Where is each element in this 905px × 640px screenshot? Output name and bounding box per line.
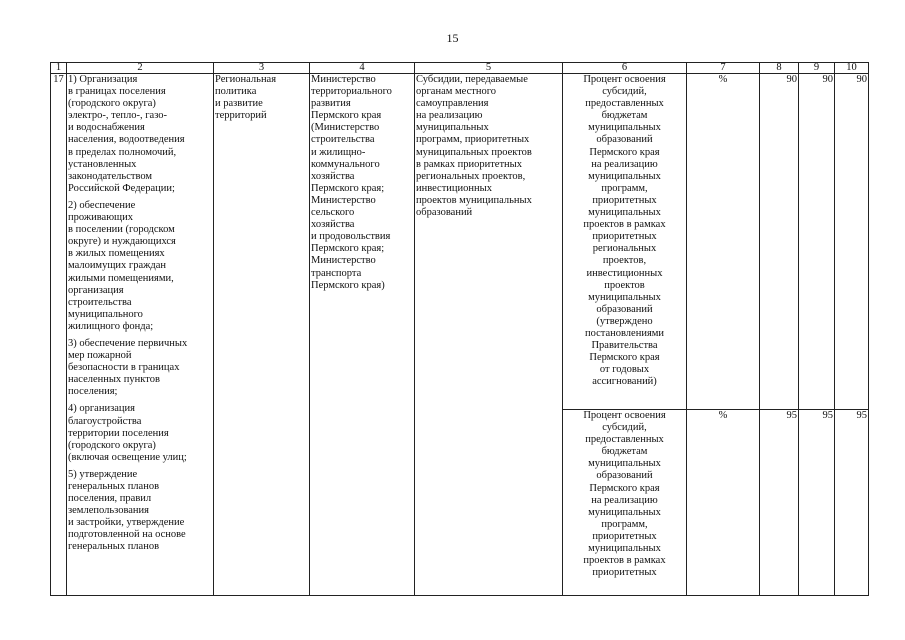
text-line: образований xyxy=(596,470,653,482)
text-line: 4) организация xyxy=(68,403,135,415)
text-line: (городского округа) xyxy=(68,439,156,451)
column-header: 5 xyxy=(415,63,563,74)
text-line: ассигнований) xyxy=(592,376,657,388)
ministry-text xyxy=(311,74,413,292)
text-line: строительства xyxy=(311,134,375,146)
column-header: 2 xyxy=(67,63,214,74)
text-line: образований xyxy=(596,134,653,146)
indicator-cell xyxy=(563,410,687,596)
program-text xyxy=(215,74,308,122)
text-line: в границах поселения xyxy=(68,86,166,98)
text-line: населенных пунктов xyxy=(68,374,160,386)
text-line: региональных проектов, xyxy=(416,170,526,182)
text-line: проектов в рамках xyxy=(583,219,666,231)
competence-paragraph xyxy=(68,469,212,554)
column-header: 4 xyxy=(310,63,415,74)
text-line: предоставленных xyxy=(585,98,664,110)
text-line: населения, водоотведения xyxy=(68,134,185,146)
text-line: муниципального xyxy=(68,308,143,320)
text-line: бюджетам xyxy=(601,446,648,458)
text-line: поселения, правил xyxy=(68,493,152,505)
text-line: на реализацию xyxy=(591,494,658,506)
text-line: и развитие xyxy=(215,98,263,110)
text-line: 2) обеспечение xyxy=(68,199,136,211)
text-line: строительства xyxy=(68,296,132,308)
text-line: территориального xyxy=(311,86,392,98)
text-line: муниципальных xyxy=(588,291,661,303)
text-line: на реализацию xyxy=(416,110,483,122)
text-line: муниципальных xyxy=(588,543,661,555)
text-line: мер пожарной xyxy=(68,350,132,362)
text-line: Пермского края xyxy=(589,482,660,494)
value-cell: 90 xyxy=(835,74,869,410)
text-line: субсидий, xyxy=(602,422,647,434)
text-line: проектов муниципальных xyxy=(416,194,532,206)
text-line: жилищного фонда; xyxy=(68,320,154,332)
page-number: 15 xyxy=(446,31,459,45)
text-line: Пермского края; xyxy=(311,182,385,194)
subsidy-cell xyxy=(415,74,563,596)
text-line: (утверждено xyxy=(596,315,653,327)
text-line: Правительства xyxy=(591,340,658,352)
value-cell: 95 xyxy=(799,410,835,596)
text-line: территорий xyxy=(215,110,267,122)
text-line: (Министерство xyxy=(311,122,380,134)
text-line: генеральных планов xyxy=(68,481,160,492)
text-line: коммунального xyxy=(311,158,380,170)
text-line: транспорта xyxy=(311,267,362,279)
text-line: 5) утверждение xyxy=(68,468,138,480)
row-index: 17 xyxy=(51,74,67,596)
text-line: проживающих xyxy=(68,212,134,224)
text-line: (включая освещение улиц; xyxy=(68,451,187,463)
value-cell: 95 xyxy=(835,410,869,596)
value-cell: 95 xyxy=(760,410,799,596)
text-line: поселения; xyxy=(68,386,118,398)
text-line: подготовленной на основе xyxy=(68,529,186,541)
text-line: Субсидии, передаваемые xyxy=(416,74,528,85)
indicator-text xyxy=(564,410,685,579)
text-line: округе) и нуждающихся xyxy=(68,236,176,248)
text-line: установленных xyxy=(68,158,137,170)
column-header: 7 xyxy=(687,63,760,74)
indicator-cell xyxy=(563,74,687,410)
text-line: (городского округа) xyxy=(68,98,156,110)
text-line: Пермского края xyxy=(311,110,382,122)
text-line: муниципальных xyxy=(416,122,489,134)
text-line: проектов в рамках xyxy=(583,555,666,567)
text-line: Региональная xyxy=(215,74,277,85)
indicator-text xyxy=(564,74,685,388)
text-line: приоритетных xyxy=(592,231,657,243)
text-line: Пермского края) xyxy=(311,279,385,291)
text-line: региональных xyxy=(592,243,657,255)
text-line: Процент освоения xyxy=(583,74,666,85)
text-line: в пределах полномочий, xyxy=(68,146,177,158)
text-line: Министерство xyxy=(311,255,376,267)
text-line: политика xyxy=(215,86,257,98)
value-cell: 90 xyxy=(799,74,835,410)
text-line: Российской Федерации; xyxy=(68,182,175,194)
text-line: постановлениями xyxy=(584,327,665,339)
text-line: и водоснабжения xyxy=(68,122,145,134)
text-line: и жилищно- xyxy=(311,146,366,158)
text-line: субсидий, xyxy=(602,86,647,98)
column-header: 1 xyxy=(51,63,67,74)
competence-paragraph xyxy=(68,403,212,463)
column-header: 6 xyxy=(563,63,687,74)
competence-paragraph xyxy=(68,338,212,398)
text-line: проектов xyxy=(604,279,645,291)
text-line: 3) обеспечение первичных xyxy=(68,337,188,349)
competence-paragraph xyxy=(68,74,212,195)
text-line: безопасности в границах xyxy=(68,362,180,374)
column-header: 3 xyxy=(214,63,310,74)
text-line: органам местного xyxy=(416,86,496,98)
ministry-cell xyxy=(310,74,415,596)
text-line: программ, xyxy=(601,182,648,194)
text-line: муниципальных xyxy=(588,458,661,470)
column-header: 8 xyxy=(760,63,799,74)
text-line: 1) Организация xyxy=(68,74,138,85)
competences-cell xyxy=(67,74,214,596)
text-line: муниципальных xyxy=(588,506,661,518)
text-line: муниципальных xyxy=(588,207,661,219)
text-line: малоимущих граждан xyxy=(68,260,167,272)
text-line: в поселении (городском xyxy=(68,224,175,236)
text-line: самоуправления xyxy=(416,98,489,110)
text-line: муниципальных xyxy=(588,170,661,182)
column-number-row xyxy=(51,63,869,74)
text-line: Процент освоения xyxy=(583,410,666,421)
text-line: территории поселения xyxy=(68,427,169,439)
text-line: хозяйства xyxy=(311,219,355,231)
text-line: Пермского края xyxy=(589,146,660,158)
text-line: и застройки, утверждение xyxy=(68,517,185,529)
text-line: землепользования xyxy=(68,505,149,517)
column-header: 10 xyxy=(835,63,869,74)
text-line: предоставленных xyxy=(585,434,664,446)
text-line: на реализацию xyxy=(591,158,658,170)
text-line: образований xyxy=(416,207,473,219)
text-line: сельского xyxy=(311,207,355,219)
text-line: благоустройства xyxy=(68,415,142,427)
text-line: приоритетных xyxy=(592,567,657,579)
text-line: образований xyxy=(596,303,653,315)
text-line: жилыми помещениями, xyxy=(68,272,174,284)
text-line: в рамках приоритетных xyxy=(416,158,522,170)
text-line: инвестиционных xyxy=(416,182,492,194)
text-line: Министерство xyxy=(311,194,376,206)
column-header: 9 xyxy=(799,63,835,74)
text-line: электро-, тепло-, газо- xyxy=(68,110,168,122)
budget-table xyxy=(50,62,869,596)
text-line: приоритетных xyxy=(592,194,657,206)
text-line: и продовольствия xyxy=(311,231,391,243)
text-line: от годовых xyxy=(599,364,650,376)
text-line: инвестиционных xyxy=(586,267,663,279)
text-line: программ, приоритетных xyxy=(416,134,530,146)
text-line: Пермского края; xyxy=(311,243,385,255)
value-cell: 90 xyxy=(760,74,799,410)
text-line: программ, xyxy=(601,518,648,530)
text-line: проектов, xyxy=(602,255,647,267)
table-row xyxy=(51,74,869,410)
text-line: муниципальных xyxy=(588,122,661,134)
text-line: Пермского края xyxy=(589,352,660,364)
unit-cell: % xyxy=(687,410,760,596)
text-line: генеральных планов xyxy=(68,541,160,553)
text-line: бюджетам xyxy=(601,110,648,122)
competences-list xyxy=(68,74,212,554)
program-cell xyxy=(214,74,310,596)
text-line: в жилых помещениях xyxy=(68,248,165,260)
competence-paragraph xyxy=(68,200,212,333)
text-line: организация xyxy=(68,284,124,296)
text-line: развития xyxy=(311,98,351,110)
text-line: муниципальных проектов xyxy=(416,146,532,158)
text-line: приоритетных xyxy=(592,530,657,542)
text-line: законодательством xyxy=(68,170,153,182)
unit-cell: % xyxy=(687,74,760,410)
text-line: Министерство xyxy=(311,74,376,85)
text-line: хозяйства xyxy=(311,170,355,182)
subsidy-text xyxy=(416,74,561,219)
